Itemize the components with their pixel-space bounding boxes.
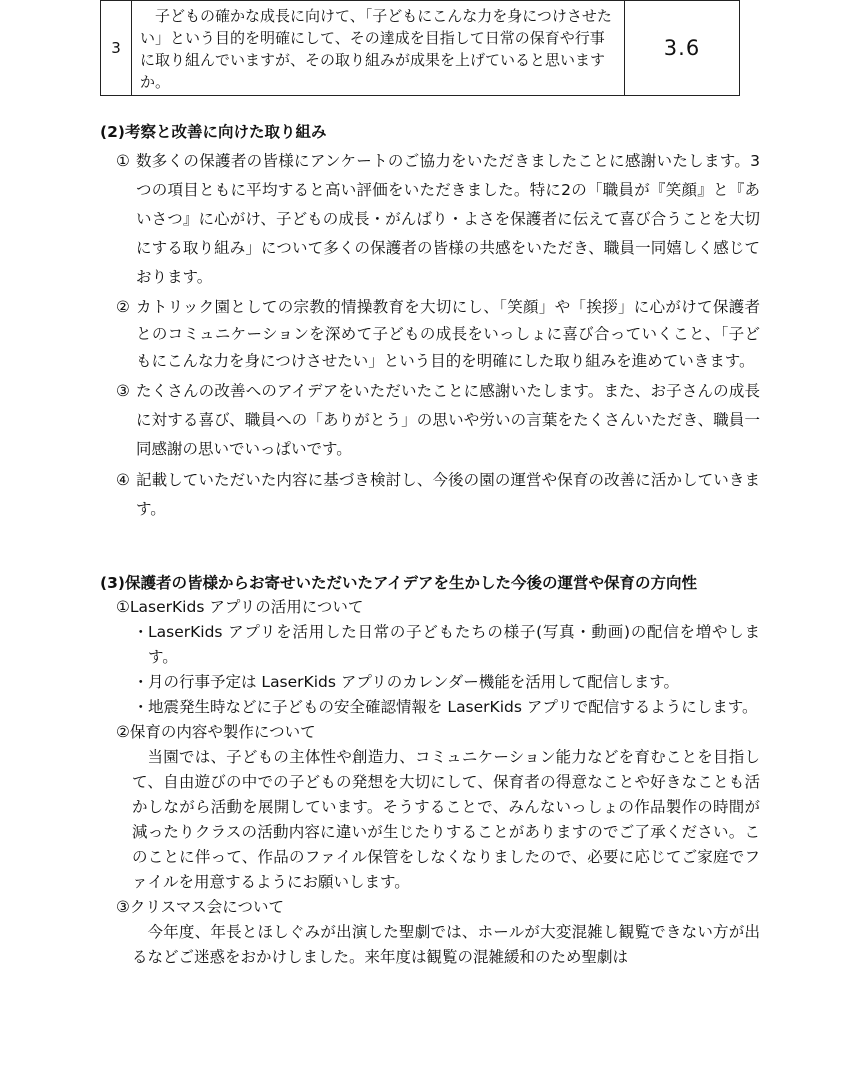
bullet-item — [100, 670, 760, 695]
item-marker: ③ — [116, 382, 130, 400]
bullet-marker: ・ — [133, 698, 149, 716]
survey-table — [100, 0, 740, 96]
paragraph: 今年度、年長とほしぐみが出演した聖劇では、ホールが大変混雑し観覧できない方が出るなどご迷惑をおかけしました。来年度は観覧の混雑緩和のため聖劇は — [132, 923, 760, 966]
item-text: 記載していただいた内容に基づき検討し、今後の園の運営や保育の改善に活かしていきます。 — [136, 471, 760, 518]
bullet-text: 地震発生時などに子どもの安全確認情報を LaserKids アプリで配信するようにします。 — [148, 698, 758, 716]
section-2-heading: (2)考察と改善に向けた取り組み — [100, 123, 327, 141]
section-2 — [100, 121, 760, 524]
bullet-item — [100, 695, 760, 720]
bullet-text: 月の行事予定は LaserKids アプリのカレンダー機能を活用して配信します。 — [148, 673, 679, 691]
item-marker: ④ — [116, 471, 130, 489]
section-3-heading: (3)保護者の皆様からお寄せいただいたアイデアを生かした今後の運営や保育の方向性 — [100, 574, 698, 592]
list-item — [100, 294, 760, 375]
item-text: 数多くの保護者の皆様にアンケートのご協力をいただきましたことに感謝いたします。3つの項目ともに平均すると高い評価をいただきました。特に2の「職員が『笑顔』と『あいさつ』に心がけ、子どもの成長・がんばり・よさを保護者に伝えて喜び合うことを大切にする取り組み」について多くの保護者の皆様の共感をいただき、職員一同嬉しく感じております。 — [136, 152, 760, 286]
bullet-marker: ・ — [133, 623, 149, 641]
paragraph: 当園では、子どもの主体性や創造力、コミュニケーション能力などを育むことを目指して、自由遊びの中での子どもの発想を大切にして、保育者の得意なことや好きなことも活かしながら活動を展開しています。そうすることで、みんないっしょの作品製作の時間が減ったりクラスの活動内容に違いが生じたりすることがありますのでご了承ください。このことに伴って、作品のファイル保管をしなくなりましたので、必要に応じてご家庭でファイルを用意するようにお願いします。 — [132, 748, 760, 891]
bullet-text: LaserKids アプリを活用した日常の子どもたちの様子(写真・動画)の配信を増やします。 — [148, 623, 760, 666]
list-item — [100, 377, 760, 464]
item-text: カトリック園としての宗教的情操教育を大切にし、「笑顔」や「挨拶」に心がけて保護者とのコミュニケーションを深めて子どもの成長をいっしょに喜び合っていくこと、「子どもにこんな力を身につけさせたい」という目的を明確にした取り組みを進めていきます。 — [136, 298, 760, 370]
question-text: 子どもの確かな成長に向けて、「子どもにこんな力を身につけさせたい」という目的を明確にして、その達成を目指して日常の保育や行事に取り組んでいますが、その取り組みが成果を上げていると思いますか。 — [140, 7, 612, 91]
bullet-item — [100, 620, 760, 670]
item-marker: ① — [116, 152, 130, 170]
bullet-marker: ・ — [133, 673, 149, 691]
subsection-title: ③クリスマス会について — [116, 898, 284, 916]
subsection-title: ②保育の内容や製作について — [116, 723, 316, 741]
average-score: 3.6 — [625, 1, 740, 96]
table-row — [101, 1, 740, 96]
list-item — [100, 147, 760, 292]
subsection-title: ①LaserKids アプリの活用について — [116, 598, 364, 616]
question-number: 3 — [101, 1, 132, 96]
list-item — [100, 466, 760, 524]
item-text: たくさんの改善へのアイデアをいただいたことに感謝いたします。また、お子さんの成長に対する喜び、職員への「ありがとう」の思いや労いの言葉をたくさんいただき、職員一同感謝の思いでいっぱいです。 — [136, 382, 760, 458]
item-marker: ② — [116, 298, 130, 316]
section-3 — [100, 572, 760, 970]
question-text-cell — [132, 1, 625, 96]
